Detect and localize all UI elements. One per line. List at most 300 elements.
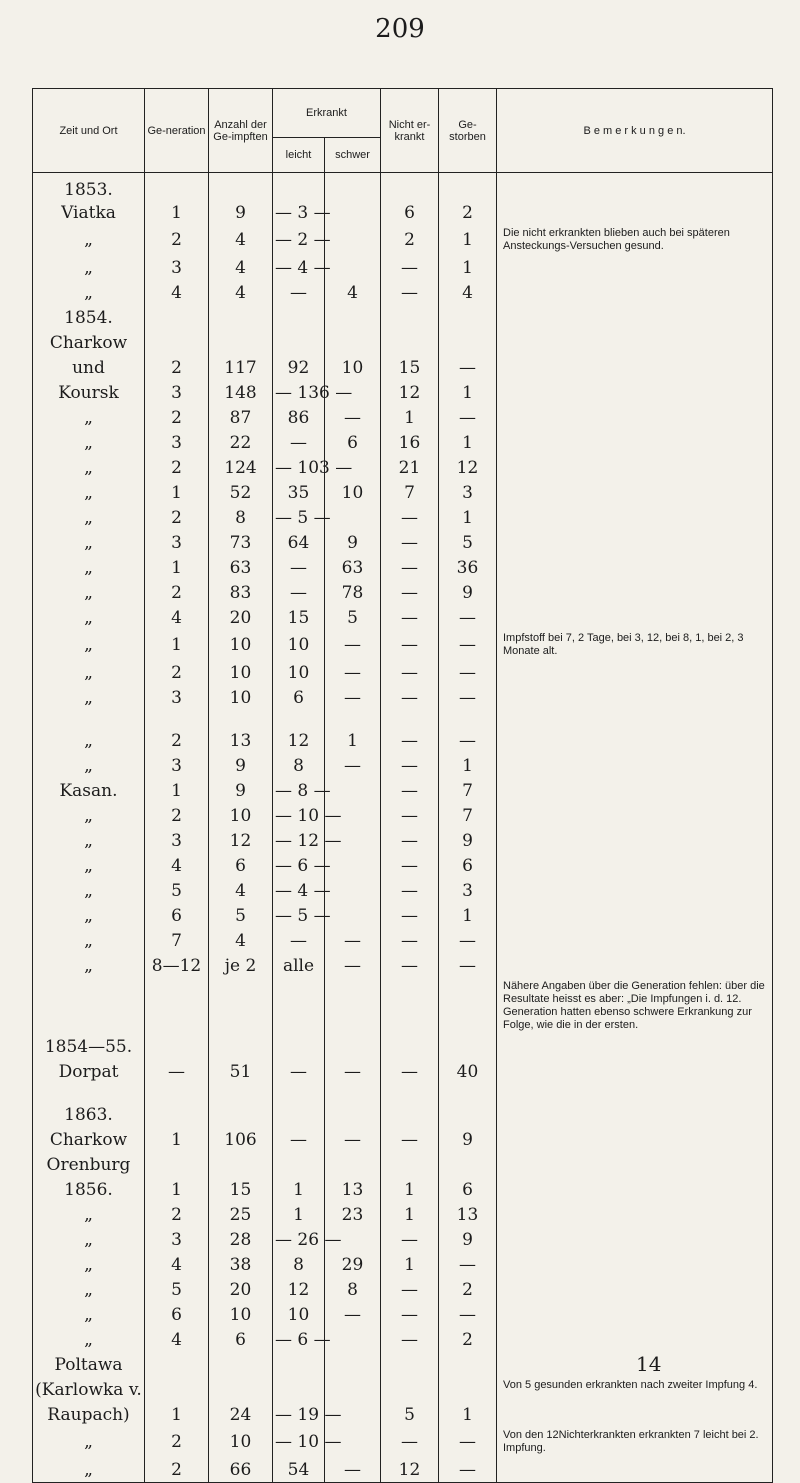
cell-place: „ — [33, 828, 145, 853]
cell-bemerkung — [497, 1402, 773, 1427]
cell-place: „ — [33, 953, 145, 978]
cell-generation: 2 — [145, 660, 209, 685]
cell-gestorben: — — [439, 605, 497, 630]
table-row — [33, 1457, 773, 1483]
cell-place: und — [33, 355, 145, 380]
table-row — [33, 1377, 773, 1402]
cell-bemerkung — [497, 1302, 773, 1327]
cell-schwer — [325, 330, 381, 355]
cell-schwer: — — [325, 685, 381, 710]
cell-bemerkung — [497, 405, 773, 430]
cell-bemerkung — [497, 255, 773, 280]
cell-generation: 2 — [145, 728, 209, 753]
cell-place: „ — [33, 405, 145, 430]
cell-nicht-erkrankt — [381, 1377, 439, 1402]
cell-place: Poltawa — [33, 1352, 145, 1377]
cell-schwer — [325, 1034, 381, 1059]
table-row — [33, 753, 773, 778]
cell-place: „ — [33, 1277, 145, 1302]
cell-generation — [145, 173, 209, 201]
cell-leicht: — 6 — — [273, 1327, 325, 1352]
cell-nicht-erkrankt — [381, 1152, 439, 1177]
cell-nicht-erkrankt: — — [381, 953, 439, 978]
cell-anzahl: 10 — [209, 630, 273, 660]
cell-gestorben — [439, 1377, 497, 1402]
cell-leicht — [273, 710, 325, 728]
cell-gestorben: — — [439, 405, 497, 430]
cell-gestorben: — — [439, 1302, 497, 1327]
header-leicht: leicht — [273, 138, 325, 173]
cell-place: „ — [33, 903, 145, 928]
cell-leicht: — — [273, 280, 325, 305]
table-row — [33, 978, 773, 1034]
cell-schwer — [325, 778, 381, 803]
cell-place: 1853. — [33, 173, 145, 201]
cell-nicht-erkrankt: — — [381, 1427, 439, 1457]
cell-leicht: — — [273, 430, 325, 455]
cell-bemerkung — [497, 355, 773, 380]
cell-nicht-erkrankt: — — [381, 1127, 439, 1152]
cell-schwer — [325, 1102, 381, 1127]
cell-gestorben: — — [439, 953, 497, 978]
cell-generation: 4 — [145, 280, 209, 305]
cell-bemerkung — [497, 753, 773, 778]
cell-place: Charkow — [33, 1127, 145, 1152]
cell-gestorben: 2 — [439, 1277, 497, 1302]
cell-generation: 7 — [145, 928, 209, 953]
cell-place: „ — [33, 480, 145, 505]
cell-bemerkung — [497, 685, 773, 710]
cell-place: Orenburg — [33, 1152, 145, 1177]
header-zeit-ort: Zeit und Ort — [33, 89, 145, 173]
cell-bemerkung — [497, 1227, 773, 1252]
cell-schwer — [325, 225, 381, 255]
table-row — [33, 1402, 773, 1427]
cell-anzahl: 22 — [209, 430, 273, 455]
cell-generation: 3 — [145, 255, 209, 280]
cell-place: Raupach) — [33, 1402, 145, 1427]
cell-gestorben: 40 — [439, 1059, 497, 1084]
cell-bemerkung — [497, 1059, 773, 1084]
cell-generation: 2 — [145, 803, 209, 828]
cell-leicht: — 136 — — [273, 380, 325, 405]
cell-anzahl: 51 — [209, 1059, 273, 1084]
page-number: 209 — [375, 14, 425, 44]
cell-bemerkung — [497, 1127, 773, 1152]
cell-generation: 2 — [145, 405, 209, 430]
cell-generation: 2 — [145, 1427, 209, 1457]
cell-leicht: — 10 — — [273, 803, 325, 828]
table-row — [33, 405, 773, 430]
cell-schwer — [325, 1152, 381, 1177]
cell-bemerkung — [497, 878, 773, 903]
cell-schwer — [325, 1402, 381, 1427]
cell-place: „ — [33, 1427, 145, 1457]
cell-leicht: 10 — [273, 660, 325, 685]
cell-anzahl: 106 — [209, 1127, 273, 1152]
cell-leicht: 6 — [273, 685, 325, 710]
cell-nicht-erkrankt: — — [381, 1327, 439, 1352]
cell-schwer: 10 — [325, 480, 381, 505]
vaccination-table — [32, 88, 773, 1483]
cell-place: Dorpat — [33, 1059, 145, 1084]
cell-schwer: — — [325, 1127, 381, 1152]
cell-leicht — [273, 305, 325, 330]
cell-nicht-erkrankt: — — [381, 580, 439, 605]
cell-generation: — — [145, 1059, 209, 1084]
table-row — [33, 200, 773, 225]
cell-leicht: — 5 — — [273, 903, 325, 928]
cell-place: „ — [33, 555, 145, 580]
cell-place — [33, 1084, 145, 1102]
cell-generation: 3 — [145, 380, 209, 405]
cell-nicht-erkrankt: 1 — [381, 405, 439, 430]
cell-nicht-erkrankt — [381, 1034, 439, 1059]
cell-generation: 4 — [145, 1252, 209, 1277]
cell-generation: 2 — [145, 580, 209, 605]
cell-generation: 2 — [145, 1202, 209, 1227]
cell-gestorben: — — [439, 660, 497, 685]
cell-bemerkung — [497, 580, 773, 605]
cell-leicht: — 12 — — [273, 828, 325, 853]
cell-anzahl: 4 — [209, 225, 273, 255]
cell-nicht-erkrankt: — — [381, 753, 439, 778]
cell-nicht-erkrankt — [381, 1102, 439, 1127]
cell-generation: 1 — [145, 480, 209, 505]
cell-bemerkung — [497, 630, 773, 660]
cell-place: 1854—55. — [33, 1034, 145, 1059]
cell-generation — [145, 1084, 209, 1102]
cell-bemerkung — [497, 605, 773, 630]
cell-nicht-erkrankt: 5 — [381, 1402, 439, 1427]
cell-bemerkung — [497, 1352, 773, 1377]
cell-bemerkung — [497, 1102, 773, 1127]
cell-nicht-erkrankt: 16 — [381, 430, 439, 455]
table-row — [33, 828, 773, 853]
cell-generation: 5 — [145, 878, 209, 903]
note-text: Von den 12Nichterkrankten erkrankten 7 leicht bei 2. Impfung. — [503, 1429, 759, 1454]
cell-bemerkung — [497, 305, 773, 330]
cell-anzahl — [209, 1102, 273, 1127]
cell-nicht-erkrankt: 21 — [381, 455, 439, 480]
cell-place: „ — [33, 853, 145, 878]
table-row — [33, 455, 773, 480]
cell-leicht: 12 — [273, 1277, 325, 1302]
cell-generation: 2 — [145, 1457, 209, 1483]
cell-leicht — [273, 1152, 325, 1177]
cell-leicht: 1 — [273, 1202, 325, 1227]
table-row — [33, 380, 773, 405]
cell-generation: 8—12 — [145, 953, 209, 978]
cell-nicht-erkrankt: — — [381, 530, 439, 555]
cell-leicht: — 2 — — [273, 225, 325, 255]
cell-gestorben: — — [439, 1457, 497, 1483]
cell-anzahl — [209, 1152, 273, 1177]
cell-gestorben: — — [439, 928, 497, 953]
cell-gestorben: 4 — [439, 280, 497, 305]
cell-schwer: — — [325, 928, 381, 953]
cell-nicht-erkrankt: — — [381, 1277, 439, 1302]
cell-nicht-erkrankt — [381, 978, 439, 1034]
cell-generation: 4 — [145, 605, 209, 630]
cell-place: „ — [33, 255, 145, 280]
note-text: Impfstoff bei 7, 2 Tage, bei 3, 12, bei 8, 1, bei 2, 3 Monate alt. — [503, 632, 744, 657]
cell-schwer: 13 — [325, 1177, 381, 1202]
cell-place: „ — [33, 225, 145, 255]
cell-schwer — [325, 903, 381, 928]
cell-nicht-erkrankt: 12 — [381, 1457, 439, 1483]
cell-nicht-erkrankt: 1 — [381, 1177, 439, 1202]
cell-anzahl: 73 — [209, 530, 273, 555]
cell-generation — [145, 1152, 209, 1177]
header-schwer: schwer — [325, 138, 381, 173]
cell-place: „ — [33, 878, 145, 903]
cell-nicht-erkrankt: — — [381, 555, 439, 580]
cell-anzahl: 6 — [209, 853, 273, 878]
table-row — [33, 1302, 773, 1327]
cell-bemerkung — [497, 555, 773, 580]
table-row — [33, 1227, 773, 1252]
cell-gestorben: — — [439, 685, 497, 710]
cell-generation — [145, 1352, 209, 1377]
cell-generation: 6 — [145, 1302, 209, 1327]
cell-bemerkung — [497, 778, 773, 803]
cell-gestorben — [439, 1102, 497, 1127]
cell-leicht: — 5 — — [273, 505, 325, 530]
cell-bemerkung — [497, 828, 773, 853]
cell-bemerkung — [497, 1202, 773, 1227]
table-row — [33, 605, 773, 630]
cell-anzahl: 6 — [209, 1327, 273, 1352]
cell-nicht-erkrankt: — — [381, 255, 439, 280]
cell-schwer: — — [325, 1059, 381, 1084]
cell-place: 1863. — [33, 1102, 145, 1127]
cell-nicht-erkrankt: — — [381, 660, 439, 685]
cell-leicht: — 4 — — [273, 255, 325, 280]
cell-generation: 3 — [145, 685, 209, 710]
cell-anzahl: 25 — [209, 1202, 273, 1227]
cell-gestorben — [439, 173, 497, 201]
cell-leicht: 92 — [273, 355, 325, 380]
cell-nicht-erkrankt: — — [381, 878, 439, 903]
cell-bemerkung — [497, 173, 773, 201]
cell-gestorben: 13 — [439, 1202, 497, 1227]
cell-nicht-erkrankt: 15 — [381, 355, 439, 380]
cell-leicht: 12 — [273, 728, 325, 753]
cell-leicht: alle — [273, 953, 325, 978]
cell-schwer: — — [325, 660, 381, 685]
cell-schwer: 6 — [325, 430, 381, 455]
cell-bemerkung — [497, 1327, 773, 1352]
cell-leicht: 10 — [273, 630, 325, 660]
cell-anzahl: 10 — [209, 1427, 273, 1457]
table-row — [33, 530, 773, 555]
table-row — [33, 630, 773, 660]
cell-bemerkung — [497, 953, 773, 978]
cell-leicht: — 103 — — [273, 455, 325, 480]
cell-place: „ — [33, 928, 145, 953]
table-row — [33, 1034, 773, 1059]
cell-generation: 4 — [145, 853, 209, 878]
cell-gestorben: 1 — [439, 1402, 497, 1427]
cell-bemerkung — [497, 455, 773, 480]
cell-place: „ — [33, 580, 145, 605]
cell-bemerkung — [497, 1034, 773, 1059]
cell-schwer: — — [325, 405, 381, 430]
cell-anzahl: 124 — [209, 455, 273, 480]
cell-generation — [145, 1102, 209, 1127]
cell-leicht — [273, 1352, 325, 1377]
table-row — [33, 1127, 773, 1152]
table-row — [33, 1102, 773, 1127]
note-text: Nähere Angaben über die Generation fehlen: über die Resultate heisst es aber: „Die Impfungen i. d. 12. Generation hatten ebenso schwere Erkrankung zur Folge, wie die in der ersten. — [503, 980, 765, 1031]
cell-anzahl — [209, 173, 273, 201]
table-row — [33, 555, 773, 580]
cell-nicht-erkrankt — [381, 1352, 439, 1377]
note-text: Die nicht erkrankten blieben auch bei späteren Ansteckungs-Versuchen gesund. — [503, 227, 730, 252]
cell-bemerkung — [497, 530, 773, 555]
table-row — [33, 685, 773, 710]
cell-anzahl — [209, 305, 273, 330]
cell-leicht: 86 — [273, 405, 325, 430]
cell-gestorben — [439, 1352, 497, 1377]
cell-generation — [145, 1377, 209, 1402]
cell-place: „ — [33, 455, 145, 480]
cell-gestorben: 1 — [439, 753, 497, 778]
cell-place: „ — [33, 530, 145, 555]
cell-leicht — [273, 1102, 325, 1127]
cell-nicht-erkrankt: — — [381, 803, 439, 828]
cell-anzahl: 20 — [209, 1277, 273, 1302]
cell-nicht-erkrankt: — — [381, 928, 439, 953]
cell-bemerkung — [497, 1177, 773, 1202]
cell-place: „ — [33, 1202, 145, 1227]
cell-anzahl: 10 — [209, 685, 273, 710]
table-row — [33, 878, 773, 903]
cell-anzahl: 9 — [209, 200, 273, 225]
cell-bemerkung — [497, 1457, 773, 1483]
cell-schwer: 10 — [325, 355, 381, 380]
cell-nicht-erkrankt: 1 — [381, 1202, 439, 1227]
cell-place: „ — [33, 1327, 145, 1352]
cell-anzahl — [209, 710, 273, 728]
cell-schwer — [325, 1377, 381, 1402]
cell-nicht-erkrankt: — — [381, 605, 439, 630]
cell-gestorben: — — [439, 1252, 497, 1277]
cell-anzahl — [209, 1377, 273, 1402]
cell-bemerkung — [497, 480, 773, 505]
cell-anzahl: 12 — [209, 828, 273, 853]
cell-place: „ — [33, 660, 145, 685]
cell-anzahl: 10 — [209, 1302, 273, 1327]
cell-place: Charkow — [33, 330, 145, 355]
cell-schwer — [325, 1352, 381, 1377]
cell-schwer: 23 — [325, 1202, 381, 1227]
cell-leicht: 10 — [273, 1302, 325, 1327]
cell-anzahl: 38 — [209, 1252, 273, 1277]
cell-generation — [145, 330, 209, 355]
cell-gestorben: 6 — [439, 1177, 497, 1202]
cell-schwer: 29 — [325, 1252, 381, 1277]
cell-bemerkung — [497, 853, 773, 878]
cell-leicht — [273, 1084, 325, 1102]
cell-anzahl: 28 — [209, 1227, 273, 1252]
cell-anzahl: 9 — [209, 778, 273, 803]
cell-leicht: 54 — [273, 1457, 325, 1483]
cell-gestorben: 1 — [439, 380, 497, 405]
cell-gestorben: — — [439, 728, 497, 753]
cell-generation: 1 — [145, 555, 209, 580]
cell-schwer: 5 — [325, 605, 381, 630]
cell-gestorben: 36 — [439, 555, 497, 580]
cell-nicht-erkrankt: — — [381, 903, 439, 928]
cell-generation: 1 — [145, 630, 209, 660]
cell-place: „ — [33, 753, 145, 778]
cell-nicht-erkrankt: 7 — [381, 480, 439, 505]
cell-gestorben: 1 — [439, 505, 497, 530]
cell-anzahl: 5 — [209, 903, 273, 928]
cell-anzahl: 10 — [209, 660, 273, 685]
cell-anzahl — [209, 978, 273, 1034]
cell-nicht-erkrankt: — — [381, 728, 439, 753]
cell-gestorben: 1 — [439, 430, 497, 455]
cell-leicht — [273, 330, 325, 355]
cell-anzahl: 63 — [209, 555, 273, 580]
cell-generation: 1 — [145, 778, 209, 803]
cell-leicht: — 4 — — [273, 878, 325, 903]
cell-leicht — [273, 1034, 325, 1059]
cell-gestorben: 12 — [439, 455, 497, 480]
cell-bemerkung — [497, 330, 773, 355]
table-row — [33, 480, 773, 505]
cell-place: „ — [33, 605, 145, 630]
table-row — [33, 1352, 773, 1377]
footer-number: 14 — [636, 1352, 662, 1376]
cell-generation: 1 — [145, 1177, 209, 1202]
cell-anzahl: 4 — [209, 878, 273, 903]
cell-place — [33, 978, 145, 1034]
cell-leicht: — — [273, 1127, 325, 1152]
table-row — [33, 903, 773, 928]
cell-anzahl — [209, 330, 273, 355]
cell-leicht: 15 — [273, 605, 325, 630]
cell-schwer: 63 — [325, 555, 381, 580]
table-row — [33, 305, 773, 330]
cell-nicht-erkrankt: — — [381, 505, 439, 530]
cell-gestorben: 3 — [439, 878, 497, 903]
cell-nicht-erkrankt — [381, 710, 439, 728]
cell-place: Kasan. — [33, 778, 145, 803]
cell-place: Viatka — [33, 200, 145, 225]
cell-nicht-erkrankt: — — [381, 778, 439, 803]
cell-bemerkung — [497, 903, 773, 928]
cell-place: (Karlowka v. — [33, 1377, 145, 1402]
table-row — [33, 853, 773, 878]
table-row — [33, 1327, 773, 1352]
cell-gestorben — [439, 710, 497, 728]
cell-leicht: — 19 — — [273, 1402, 325, 1427]
cell-leicht: — — [273, 580, 325, 605]
cell-anzahl: 148 — [209, 380, 273, 405]
cell-anzahl: 117 — [209, 355, 273, 380]
cell-generation — [145, 305, 209, 330]
cell-schwer — [325, 200, 381, 225]
cell-anzahl: je 2 — [209, 953, 273, 978]
cell-bemerkung — [497, 803, 773, 828]
table-row — [33, 803, 773, 828]
cell-place: „ — [33, 630, 145, 660]
cell-gestorben — [439, 330, 497, 355]
